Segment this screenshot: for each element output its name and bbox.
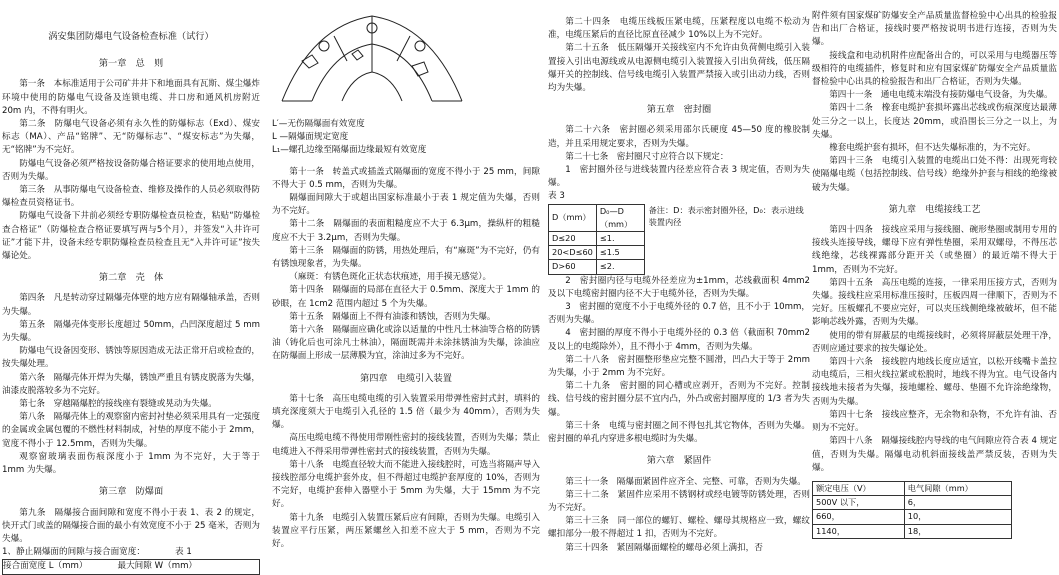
paragraph: 第十五条 隔爆面上不得有油漆和锈蚀，否则为失爆。 [289, 311, 496, 322]
paragraph: 第十九条 电缆引入装置压紧后应有间隙，否则为失爆。电缆引入装置应平行压紧，两压紧螺丝入扣差不应大于 5 mm，否则为不完好。 [272, 512, 540, 550]
table-header-cell: D（mm） [549, 204, 597, 231]
chapter-1-heading: 第一章 总 则 [98, 58, 164, 70]
chapter-6-heading: 第六章 紧固件 [646, 455, 712, 467]
paragraph: 第十六条 隔爆面应确化或涂以适量的中性凡士林油等合格的防锈油（铸化后也可涂凡士林油），隔面既需并未涂抹锈油为失爆，涂油应在防爆面上形成一层薄膜为宜，涂油过多为不完好。 [272, 325, 540, 362]
table-row [813, 496, 1012, 510]
paragraph: 第四十八条 隔爆接线腔内导线的电气间隙应符合表 4 规定值，否则为失爆。隔爆电动机斜面接线盖严禁反装，否则为失爆。 [812, 436, 1057, 473]
paragraph: 第六条 隔爆壳体开焊为失爆，锈蚀严重且有锈皮脱落为失爆，油漆皮脱落较多为不完好。 [2, 372, 260, 396]
table-4 [812, 481, 1012, 539]
table-cell: 500V 以下， [813, 496, 905, 510]
paragraph: 第四十一条 通电电缆末端没有接防爆电气设备，为失爆。 [829, 90, 1053, 101]
table-cell: D≤20 [549, 232, 597, 246]
chapter-5-heading: 第五章 密封圈 [646, 104, 712, 116]
paragraph: 第四十六条 接线腔内地线长度应适宜，以松开线嘴卡盖拉动电缆后，三相火线拉紧或松脱时，地线不得为宜。电气设备内接线地未接者为失爆，接地螺栓、螺母、垫圈不允许涂绝缘物，否则为失爆。 [812, 357, 1057, 407]
table-cell: 1140， [813, 524, 905, 538]
table-cell: ≤1. [596, 232, 644, 246]
legend-line: L —隔爆面规定宽度 [272, 132, 349, 143]
paragraph: 防爆电气设备因变形、锈蚀等原因造成无法正常开启或检查的，按失爆处理。 [2, 346, 260, 370]
table-1-header: 接合面宽度 L（mm） 最大间隙 W（mm） [2, 559, 260, 574]
paragraph: 第十三条 隔爆面的防锈，用热处理后，有“麻斑”为不完好，仍有有锈蚀现象者，为失爆。 [272, 245, 540, 270]
paragraph: 4 密封圈的厚度不得小于电缆外径的 0.3 倍（截面积 70mm2 及以上的电缆除外），且不得小于 4mm，否则为失爆。 [548, 328, 810, 352]
figure-legend [272, 118, 540, 158]
table-cell: ≤1.5 [596, 246, 644, 260]
table-cell: 10， [904, 510, 1011, 524]
paragraph: （麻斑：有锈色斑化正状态状痕迹，用手摸无感觉）。 [289, 272, 492, 283]
paragraph: 第二十九条 密封圈的同心槽或应剥开，否则为不完好。控制线、信号线的密封圈分层不宜内凸，外凸或密封圈厚度的 1/3 者为失爆。 [548, 381, 810, 418]
paragraph: 第四条 凡是转动穿过隔爆壳体壁的地方应有隔爆轴承盖，否则为失爆。 [2, 293, 260, 317]
paragraph: 第三十四条 紧固隔爆面螺栓的螺母必须上满扣，否 [565, 542, 763, 553]
table-3-label: 表 3 [548, 191, 565, 202]
table-cell: D>60 [549, 260, 597, 274]
paragraph: 1 密封圈外径与进线装置内径差应符合表 3 规定值，否则为失爆。 [548, 165, 810, 189]
paragraph: 第三十二条 紧固件应采用不锈钢材或经电镀等防锈处理，否则为不完好。 [548, 489, 810, 513]
legend-line: L₁—螺孔边缘至隔爆面边缘最短有效宽度 [272, 145, 427, 156]
column-2 [272, 6, 540, 550]
paragraph: 隔爆面间隙大于或超出国家标准最小于表 1 规定值为失爆，否则为不完好。 [272, 193, 540, 217]
table-cell: 18， [904, 524, 1011, 538]
paragraph: 3 密封圈的宽度不小于电缆外径的 0.7 倍，且不小于 10mm，否则为失爆。 [548, 302, 810, 326]
table-header-row [549, 204, 645, 231]
paragraph: 防爆电气设备下井前必须经专职防爆检查员检查，粘贴“防爆检查合格证”（防爆检查合格证要填写两与5个月），并签发“入井许可证”才能下井，设备未经专职防爆检查员检查且无“入井许可证”按失爆论处。 [2, 211, 260, 262]
paragraph: 第二十八条 密封圈整形垫应完整不圆滑，凹凸大于等于 2mm 为失爆，小于 2mm 为不完好。 [548, 354, 810, 379]
paragraph: 橡套电缆护套有损坏，但不达失爆标准的，为不完好。 [829, 143, 1036, 154]
table-3-note: 备注：D：表示密封圈外径，D₀：表示进线装置内径 [648, 204, 804, 227]
paragraph: 1、静止隔爆面的间隙与接合面宽度： 表 1 [2, 547, 192, 558]
paragraph: 2 密封圈内径与电缆外径差应为±1mm，芯线截面积 4mm2 及以下电缆密封圈内径不大于电缆外径，否则为失爆。 [548, 275, 810, 299]
paragraph: 第三十条 电缆与密封圈之间不得包扎其它物体，否则为失爆。密封圈的单孔内穿进多根电缆时为失爆。 [548, 420, 810, 445]
paragraph: 高压电缆电缆不得使用带刚性密封的接线装置，否则为失爆；禁止电缆进入不得采用带弹性密封式的接线装置，否则为失爆。 [272, 433, 540, 457]
paragraph: 第四十五条 高压电缆的连接，一律采用压接方式，否则为失爆。接线柱应采用标准压接时，压板四周一律顺下，否则为不完好。压板螺孔不要应完好，可以夹压线侧绝缘被破坏，但不能影响芯线外露，否则为失爆。 [812, 277, 1057, 328]
paragraph: 第七条 穿越隔爆腔的接线座有裂缝或晃动为失爆。 [19, 399, 217, 410]
table-row [813, 524, 1012, 538]
table-cell: 660， [813, 510, 905, 524]
chapter-2-heading: 第二章 壳 体 [98, 272, 164, 284]
paragraph: 第五条 隔爆壳体变形长度超过 50mm，凸凹深度超过 5 mm 为失爆。 [2, 319, 260, 344]
table-header-cell: 额定电压（V） [813, 481, 905, 495]
table-cell: 20<D≤60 [549, 246, 597, 260]
table-row [549, 246, 645, 260]
column-1 [2, 6, 260, 572]
table-header-cell: D₀—D（mm） [596, 204, 644, 231]
chapter-9-heading: 第九章 电缆接线工艺 [888, 203, 981, 215]
paragraph: 第九条 隔爆接合面间隙和宽度不得小于表 1、表 2 的规定，快开式门或盖的隔爆接合面的最小有效宽度不小于 25 毫米，否则为失爆。 [2, 507, 260, 544]
chapter-4-heading: 第四章 电缆引入装置 [360, 372, 452, 384]
paragraph: 第十八条 电缆直径较大而不能进入接线腔时，可选当将隔声导入接线腔部分电缆护套外皮，但不得超过电缆护套厚度的 10%，否则为不完好，电缆护套伸入器壁小于 5mm 为失爆，大于 15mm 为不完好。 [272, 459, 540, 510]
paragraph: 第二条 防爆电气设备必须有永久性的防爆标志（Exd）、煤安标志（MA）、产品“铭牌”、无“防爆标志”、“煤安标志”为失爆，无“铭牌”为不完好。 [2, 119, 260, 156]
paragraph: 第十七条 高压电缆电缆的引入装置采用带弹性密封式封，填料的填充深度须大于电缆引入孔径的 1.5 倍（最少为 40mm），否则为失爆。 [272, 393, 540, 431]
paragraph: 观察窗玻璃表面伤痕深度小于 1mm 为不完好，大于等于 1mm 为失爆。 [2, 451, 260, 476]
paragraph: 第十一条 转盖式或插盖式隔爆面的宽度不得小于 25 mm，间隙不得大于 0.5 mm，否则为失爆。 [272, 166, 540, 190]
paragraph: 接线盒和电动机附件应配备出合的，可以采用与电缆器压等级相符的电缆插件，修复时和应有国家煤矿防爆安全产品质量监督检验中心出具的检验报告和出厂合格证，否则为失爆。 [812, 50, 1057, 88]
paragraph: 防爆电气设备必须严格按设备防爆合格证要求的使用地点使用，否则为失爆。 [2, 158, 260, 182]
table-cell: ≤2. [596, 260, 644, 274]
table-row [549, 260, 645, 274]
paragraph: 第一条 本标准适用于公司矿井井下和地面具有瓦斯、煤尘爆炸环境中使用的防爆电气设备及连锁电缆、井口房和通风机房附近 20m 内，不得有明火。 [2, 79, 260, 116]
table-row [813, 510, 1012, 524]
paragraph: 第二十七条 密封圈尺寸应符合以下规定： [565, 151, 729, 162]
paragraph: 第二十四条 电缆压线板压紧电缆，压紧程度以电缆不松动为准，电缆压紧后的直径比原直径减少 10%以上为不完好。 [548, 17, 810, 41]
paragraph: 第四十七条 接线应整齐，无余物和杂物，不允许有油、否则为不完好。 [812, 409, 1057, 434]
table-row [549, 232, 645, 246]
document-title: 涡安集团防爆电气设备检查标准（试行） [48, 31, 214, 42]
column-3 [548, 6, 810, 553]
flange-diagram-svg [272, 6, 472, 116]
paragraph: 第三十三条 同一部位的螺钉、螺栓、螺母其规格应一致，螺纹螺扣部分一般不得超过 1 扣，否则为不完好。 [548, 516, 810, 540]
paragraph: 第三条 从事防爆电气设备检查、维修及操作的人员必须取得防爆检查员资格证书。 [2, 185, 260, 209]
chapter-3-heading: 第三章 防爆面 [98, 486, 164, 498]
paragraph: 附件须有国家煤矿防爆安全产品质量监督检验中心出具的检验报告和出厂合格证，接线时要严格按说明书进行连接，否则为失爆。 [812, 11, 1057, 48]
legend-line: L′—无伤隔爆面有效宽度 [272, 119, 365, 129]
paragraph: 第二十六条 密封圈必须采用邵尔氏硬度 45—50 度的橡胶制造，并且采用规定要求，否则为失爆。 [548, 125, 810, 149]
paragraph: 第四十三条 电缆引入装置的电缆出口处不得：出现死弯较使隔爆电缆（包括控制线、信号线）绝缘外护套与相线的绝缘被破为失爆。 [812, 156, 1057, 193]
column-4 [812, 6, 1057, 536]
paragraph: 第三十一条 隔爆面紧固件应齐全、完整、可靠，否则为失爆。 [565, 476, 806, 487]
paragraph: 第四十四条 接线应采用与接线圈、碗形垫圈或制用专用的接线头连接导线，螺母下应有弹性垫圈，采用双螺母，不得压芯线绝缘，芯线裸露部分距开关（或垫圈）的最近端不得大于 1mm，否则为不完好。 [812, 225, 1057, 275]
paragraph: 第四十二条 橡套电缆护套损坏露出芯线或伤痕深度达最薄处三分之一以上，长度达 20mm，或沿围长三分之一以上，为失爆。 [812, 103, 1057, 140]
paragraph: 第二十五条 低压隔爆开关接线室内不允许由负荷侧电缆引入装置接入引出电源线或从电源侧电缆引入装置接入引出负荷线，低压隔爆开关的控制线、信号线电缆引入装置严禁接入或引出动力线，否则均为失爆。 [548, 43, 810, 94]
paragraph: 使用的带有屏蔽层的电缆接线时，必须将屏蔽层处理干净，否则应通过要求的按失爆论处。 [812, 330, 1057, 354]
table-header-cell: 电气间隙（mm） [904, 481, 1011, 495]
table-3-block [548, 204, 810, 275]
flange-diagram [272, 6, 540, 116]
table-cell: 6， [904, 496, 1011, 510]
table-header-row [813, 481, 1012, 495]
paragraph: 第八条 隔爆壳体上的观察窗内密封衬垫必须采用具有一定强度的金属或金属包覆的不燃性材料制成，衬垫的厚度不能小于 2mm，宽度不得小于 12.5mm，否则为失爆。 [2, 412, 260, 449]
table-3 [548, 204, 645, 275]
paragraph: 第十二条 隔爆面的表面粗糙度应不大于 6.3μm，操纵杆的粗糙度应不大于 3.2μm，否则为失爆。 [272, 219, 540, 243]
paragraph: 第十四条 隔爆面的局部在直径大于 0.5mm、深度大于 1mm 的砂眼，在 1cm2 范围内超过 5 个为失爆。 [272, 285, 540, 309]
